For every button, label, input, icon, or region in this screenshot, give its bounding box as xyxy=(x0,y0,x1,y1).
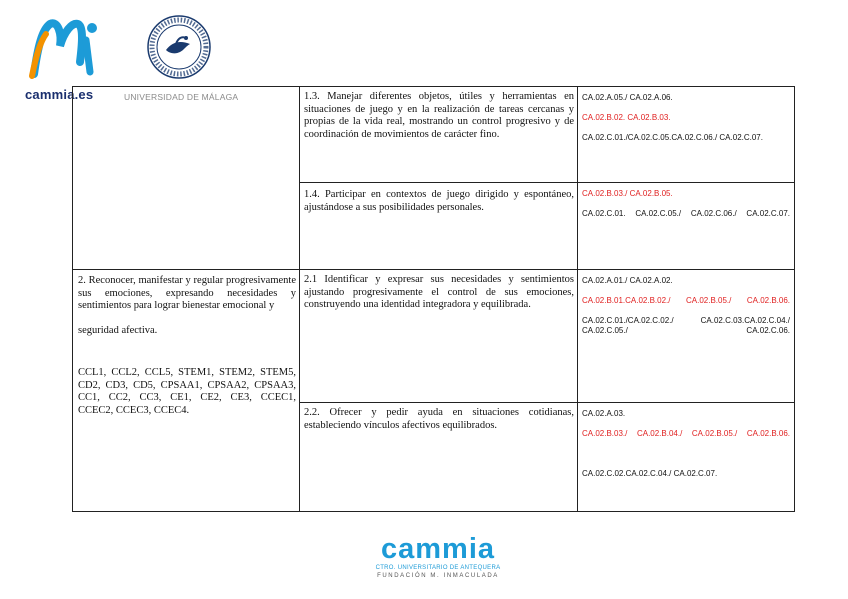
cammia-site-label: cammia.es xyxy=(25,87,94,102)
table-row xyxy=(73,270,795,403)
code-line: CA.02.A.03. xyxy=(582,409,626,418)
uma-label: UNIVERSIDAD DE MÁLAGA xyxy=(124,92,239,102)
code-line: CA.02.C.01. CA.02.C.05./ CA.02.C.06./ CA.02.C.07. xyxy=(582,209,790,218)
cammia-wordmark: cammia xyxy=(380,533,495,565)
code-line: CA.02.A.01./ CA.02.A.02. xyxy=(582,276,673,285)
cammia-footer-logo xyxy=(358,534,518,586)
footer-line-1: CTRO. UNIVERSITARIO DE ANTEQUERA xyxy=(375,565,501,571)
objective-text: 2.1 Identificar y expresar sus necesidades y sentimientos ajustando progresivamente el control de sus emociones, construyendo una identidad integradora y equilibrada. xyxy=(304,274,574,310)
code-line: CA.02.B.02. CA.02.B.03. xyxy=(582,113,671,122)
objective-text: 1.3. Manejar diferentes objetos, útiles y herramientas en situaciones de juego y en la realización de tareas cercanas y propias de la vida real, mostrando un control progresivo y de coordinación de movimientos de carácter fino. xyxy=(304,91,574,140)
codes-cell xyxy=(578,403,795,512)
footer-line-2: FUNDACIÓN M. INMACULADA xyxy=(377,573,499,579)
code-line: CA.02.C.01./CA.02.C.05.CA.02.C.06./ CA.02.C.07. xyxy=(582,133,763,142)
code-line: CA.02.C.01./CA.02.C.02./ CA.02.C.03.CA.02.C.04./ CA.02.C.05./ CA.02.C.06. xyxy=(582,316,790,335)
objective-cell xyxy=(300,270,578,403)
curriculum-table xyxy=(72,86,795,512)
code-line: CA.02.B.03./ CA.02.B.04./ CA.02.B.05./ CA.02.B.06. xyxy=(582,429,790,438)
codes-cell xyxy=(578,270,795,403)
cammia-m-icon xyxy=(28,16,106,80)
competences-list: CCL1, CCL2, CCL5, STEM1, STEM2, STEM5, CD2, CD3, CD5, CPSAA1, CPSAA2, CPSAA3, CC1, CC2, CC3, CE1, CE2, CE3, CCEC1, CCEC2, CCEC3, CCEC4. xyxy=(78,367,296,416)
criterion-cell xyxy=(73,270,300,512)
objective-cell xyxy=(300,403,578,512)
objective-cell xyxy=(300,183,578,270)
criterion-text: 2. Reconocer, manifestar y regular progresivamente sus emociones, expresando necesidades y sentimientos para lograr bienestar emocional y xyxy=(78,275,296,311)
table-row xyxy=(73,87,795,183)
criterion-text-end: seguridad afectiva. xyxy=(78,324,158,336)
objective-text: 2.2. Ofrecer y pedir ayuda en situaciones cotidianas, estableciendo vínculos afectivos equilibrados. xyxy=(304,407,574,431)
objective-text: 1.4. Participar en contextos de juego dirigido y espontáneo, ajustándose a sus posibilidades personales. xyxy=(304,189,574,213)
code-line: CA.02.A.05./ CA.02.A.06. xyxy=(582,93,673,102)
uma-seal-icon xyxy=(146,14,212,80)
code-line: CA.02.B.01.CA.02.B.02./ CA.02.B.05./ CA.02.B.06. xyxy=(582,296,790,305)
code-line: CA.02.C.02.CA.02.C.04./ CA.02.C.07. xyxy=(582,469,718,478)
codes-cell xyxy=(578,183,795,270)
criterion-cell xyxy=(73,87,300,270)
code-line: CA.02.B.03./ CA.02.B.05. xyxy=(582,189,673,198)
codes-cell xyxy=(578,87,795,183)
objective-cell xyxy=(300,87,578,183)
